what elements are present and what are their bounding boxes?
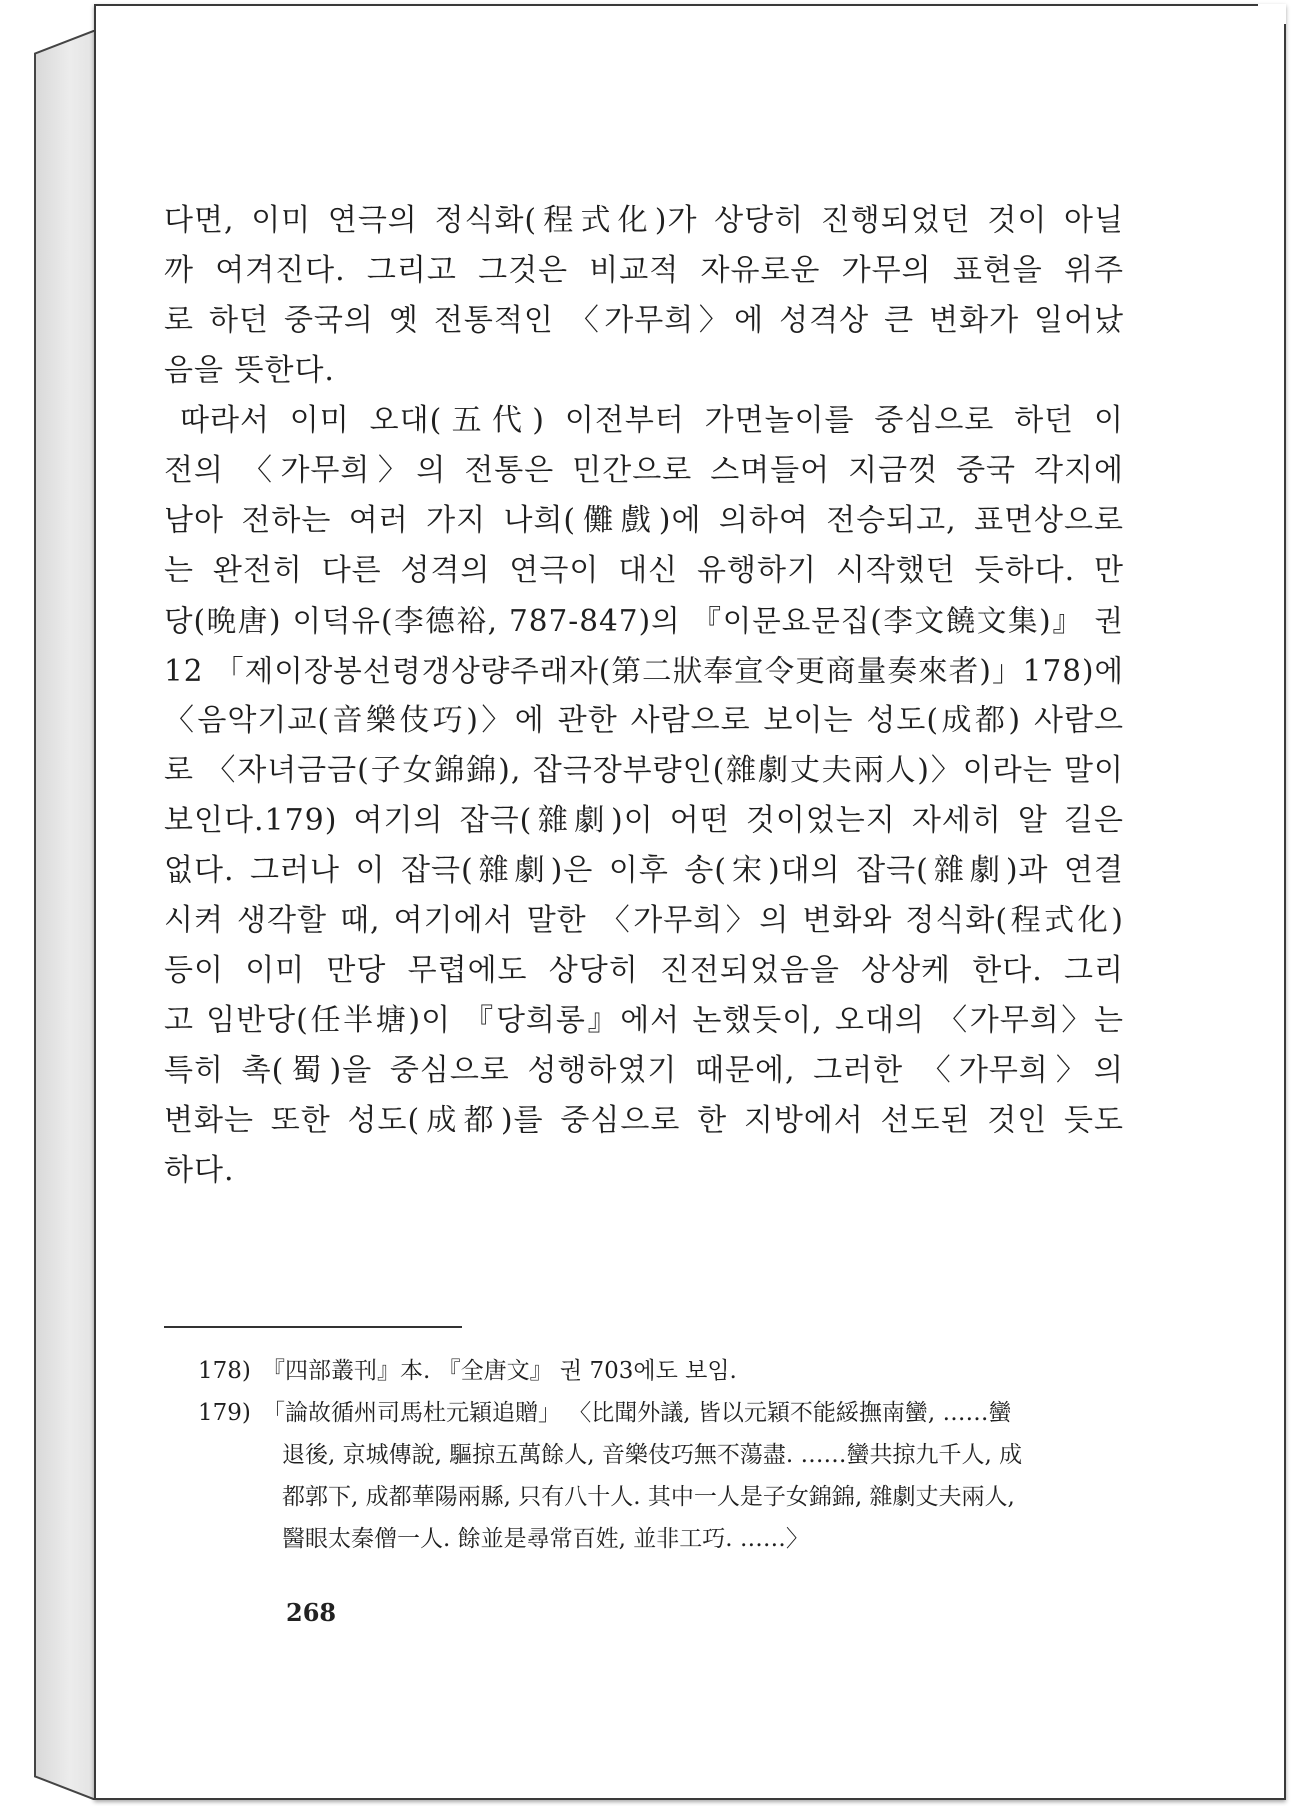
text-line: 고 임반당(任半塘)이 『당희롱』에서 논했듯이, 오대의 〈가무희〉는	[164, 1003, 1124, 1038]
text-line: 특히 촉(蜀)을 중심으로 성행하였기 때문에, 그러한 〈가무희〉의	[164, 1053, 1124, 1088]
paragraph-2	[164, 396, 1124, 1196]
text-line: 12 「제이장봉선령갱상량주래자(第二狀奉宣令更商量奏來者)」178)에	[164, 654, 1124, 688]
text-line: 당(晩唐) 이덕유(李德裕, 787-847)의 『이문요문집(李文饒文集)』 권	[164, 604, 1124, 638]
text-line: 하다.	[164, 1153, 235, 1188]
body-text	[164, 196, 1124, 1196]
paragraph-1	[164, 196, 1124, 396]
text-line: 〈음악기교(音樂伎巧)〉에 관한 사람으로 보이는 성도(成都) 사람으	[164, 703, 1124, 738]
text-line: 등이 이미 만당 무렵에도 상당히 진전되었음을 상상케 한다. 그리	[164, 953, 1124, 988]
text-line: 까 여겨진다. 그리고 그것은 비교적 자유로운 가무의 표현을 위주	[164, 253, 1124, 288]
footnote-number: 179)	[198, 1400, 251, 1426]
footnote-178	[164, 1350, 1124, 1392]
footnote-text: 『四部叢刊』本. 『全唐文』 권 703에도 보임.	[262, 1358, 737, 1384]
text-line: 따라서 이미 오대(五代) 이전부터 가면놀이를 중심으로 하던 이	[180, 403, 1124, 438]
page-number: 268	[286, 1598, 337, 1627]
text-line: 음을 뜻한다.	[164, 353, 335, 388]
footnote-text: 都郭下, 成都華陽兩縣, 只有八十人. 其中一人是子女錦錦, 雜劇丈夫兩人,	[282, 1484, 1015, 1510]
page-corner	[1258, 4, 1286, 24]
footnote-179	[164, 1392, 1124, 1560]
text-line: 시켜 생각할 때, 여기에서 말한 〈가무희〉의 변화와 정식화(程式化)	[164, 903, 1124, 938]
text-line: 변화는 또한 성도(成都)를 중심으로 한 지방에서 선도된 것인 듯도	[164, 1103, 1124, 1138]
text-line: 로 하던 중국의 옛 전통적인 〈가무희〉에 성격상 큰 변화가 일어났	[164, 303, 1124, 338]
text-line: 없다. 그러나 이 잡극(雜劇)은 이후 송(宋)대의 잡극(雜劇)과 연결	[164, 853, 1124, 888]
footnote-text: 退後, 京城傳說, 驅掠五萬餘人, 音樂伎巧無不蕩盡. ……蠻共掠九千人, 成	[282, 1442, 1023, 1468]
text-line: 로 〈자녀금금(子女錦錦), 잡극장부량인(雜劇丈夫兩人)〉이라는 말이	[164, 753, 1124, 788]
text-line: 보인다.179) 여기의 잡극(雜劇)이 어떤 것이었는지 자세히 알 길은	[164, 803, 1124, 838]
footnotes	[164, 1326, 1124, 1560]
footnote-text: 「論故循州司馬杜元穎追贈」 〈比聞外議, 皆以元穎不能綏撫南蠻, ……蠻	[262, 1400, 1012, 1426]
footnote-number: 178)	[198, 1358, 251, 1384]
footnote-text: 醫眼太秦僧一人. 餘並是尋常百姓, 並非工巧. ……〉	[282, 1526, 809, 1552]
book-spine-edge	[34, 30, 98, 1800]
text-line: 는 완전히 다른 성격의 연극이 대신 유행하기 시작했던 듯하다. 만	[164, 553, 1124, 588]
text-line: 전의 〈가무희〉의 전통은 민간으로 스며들어 지금껏 중국 각지에	[164, 453, 1124, 488]
text-line: 다면, 이미 연극의 정식화(程式化)가 상당히 진행되었던 것이 아닐	[164, 203, 1124, 238]
footnote-rule	[164, 1326, 462, 1328]
text-line: 남아 전하는 여러 가지 나희(儺戲)에 의하여 전승되고, 표면상으로	[164, 503, 1124, 538]
